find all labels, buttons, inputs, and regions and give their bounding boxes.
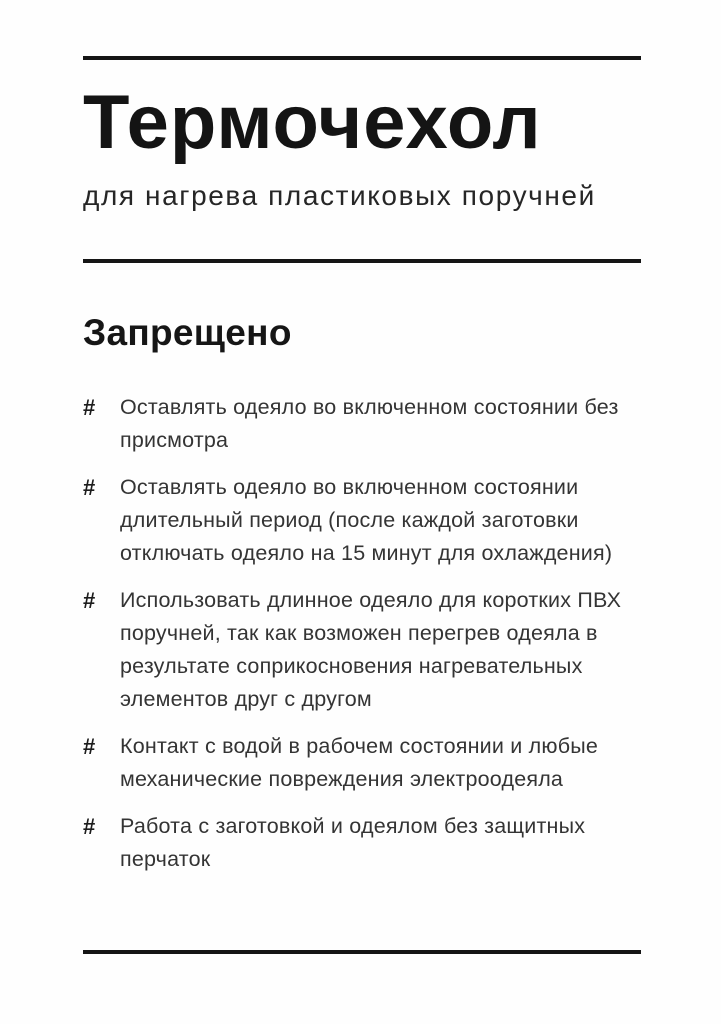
list-item xyxy=(83,391,641,457)
list-item-text: Оставлять одеяло во включенном состоянии длительный период (после каждой заготовки отключать одеяло на 15 минут для охлаждения) xyxy=(120,475,613,566)
list-item xyxy=(83,584,641,716)
hash-bullet: # xyxy=(83,475,96,501)
list-item xyxy=(83,730,641,796)
page-title: Термочехол xyxy=(83,80,542,165)
list-item-text: Оставлять одеяло во включенном состоянии без присмотра xyxy=(120,395,619,453)
middle-divider xyxy=(83,259,641,263)
list-item-text: Использовать длинное одеяло для коротких ПВХ поручней, так как возможен перегрев одеяла в результате соприкосновения нагревательных элементов друг с другом xyxy=(120,588,622,712)
bottom-divider xyxy=(83,950,641,954)
hash-bullet: # xyxy=(83,395,96,421)
list-item xyxy=(83,810,641,876)
page-subtitle: для нагрева пластиковых поручней xyxy=(83,180,596,212)
hash-bullet: # xyxy=(83,734,96,760)
list-item-text: Контакт с водой в рабочем состоянии и любые механические повреждения электроодеяла xyxy=(120,734,599,792)
list-item xyxy=(83,471,641,570)
section-heading-prohibited: Запрещено xyxy=(83,311,292,353)
hash-bullet: # xyxy=(83,588,96,614)
prohibited-list xyxy=(83,391,641,876)
hash-bullet: # xyxy=(83,814,96,840)
top-divider xyxy=(83,56,641,60)
list-item-text: Работа с заготовкой и одеялом без защитных перчаток xyxy=(120,814,586,872)
